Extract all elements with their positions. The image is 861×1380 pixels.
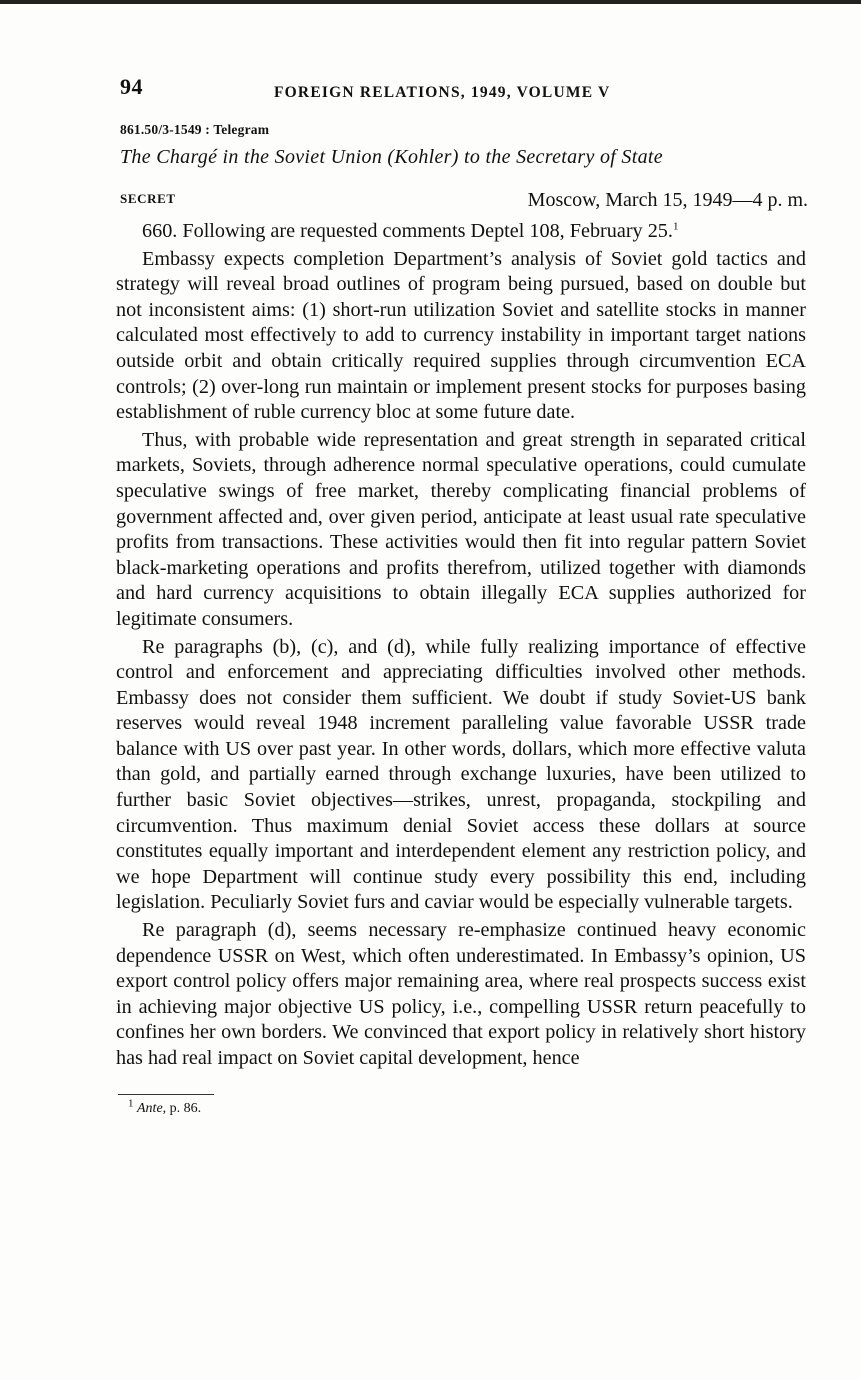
footnote-rule xyxy=(118,1094,214,1095)
page-number: 94 xyxy=(120,74,143,99)
paragraph-1 xyxy=(116,219,806,245)
footnote xyxy=(128,1096,806,1117)
classification-row xyxy=(106,189,806,219)
document-page xyxy=(106,70,806,1117)
classification-label: SECRET xyxy=(120,191,176,206)
footnote-mark: 1 xyxy=(672,220,679,233)
dateline: Moscow, March 15, 1949—4 p. m. xyxy=(527,189,808,211)
footnote-text: , p. 86. xyxy=(162,1100,202,1116)
page-edge-rule xyxy=(0,0,861,4)
file-reference: 861.50/3-1549 : Telegram xyxy=(120,122,270,137)
paragraph-2: Embassy expects completion Department’s analysis of Soviet gold tactics and strategy will reveal broad outlines of program being pursued, based on double but not inconsistent aims: (1) short-run utilization Soviet and satellite stocks in manner calculated most effectively to add to currency instability in important target nations outside orbit and obtain critically required supplies through circumvention ECA controls; (2) over-long run maintain or implement present stocks for purposes basing establishment of ruble currency bloc at some future date. xyxy=(116,247,806,424)
running-head: FOREIGN RELATIONS, 1949, VOLUME V xyxy=(274,84,611,101)
paragraph-1-text: 660. Following are requested comments Deptel 108, February 25. xyxy=(142,220,673,242)
page-header xyxy=(106,70,806,110)
paragraph-3: Thus, with probable wide representation and great strength in separated critical markets, Soviets, through adherence normal speculative operations, could cumulate speculative swings of free market, thereby complicating financial problems of government affected and, over given period, anticipate at least usual rate speculative profits from transactions. These activities would then fit into regular pattern Soviet black-marketing operations and profits therefrom, utilized together with diamonds and hard currency acquisitions to obtain illegally ECA supplies authorized for legitimate consumers. xyxy=(116,428,806,630)
footnote-ref: Ante xyxy=(137,1100,163,1116)
telegram-body xyxy=(116,219,806,1072)
footnote-number: 1 xyxy=(128,1096,134,1109)
paragraph-5: Re paragraph (d), seems necessary re-emphasize continued heavy economic dependence USSR on West, which often underestimated. In Embassy’s opinion, US export control policy offers major remaining area, where real prospects success exist in achieving major objective US policy, i.e., compelling USSR return peacefully to confines her own borders. We convinced that export policy in relatively short history has had real impact on Soviet capital development, hence xyxy=(116,919,806,1069)
paragraph-4: Re paragraphs (b), (c), and (d), while fully realizing importance of effective control and enforcement and appreciating difficulties involved other methods. Embassy does not consider them sufficient. We doubt if study Soviet-US bank reserves would reveal 1948 increment paralleling value favorable USSR trade balance with US over past year. In other words, dollars, which more effective valuta than gold, and partially earned through exchange luxuries, have been utilized to further basic Soviet objectives—strikes, unrest, propaganda, stockpiling and circumvention. Thus maximum denial Soviet access these dollars at source constitutes equally important and interdependent element any restriction policy, and we hope Department will continue study every possibility this end, including legislation. Peculiarly Soviet furs and caviar would be especially vulnerable targets. xyxy=(116,635,806,914)
document-title: The Chargé in the Soviet Union (Kohler) to the Secretary of State xyxy=(120,146,663,168)
